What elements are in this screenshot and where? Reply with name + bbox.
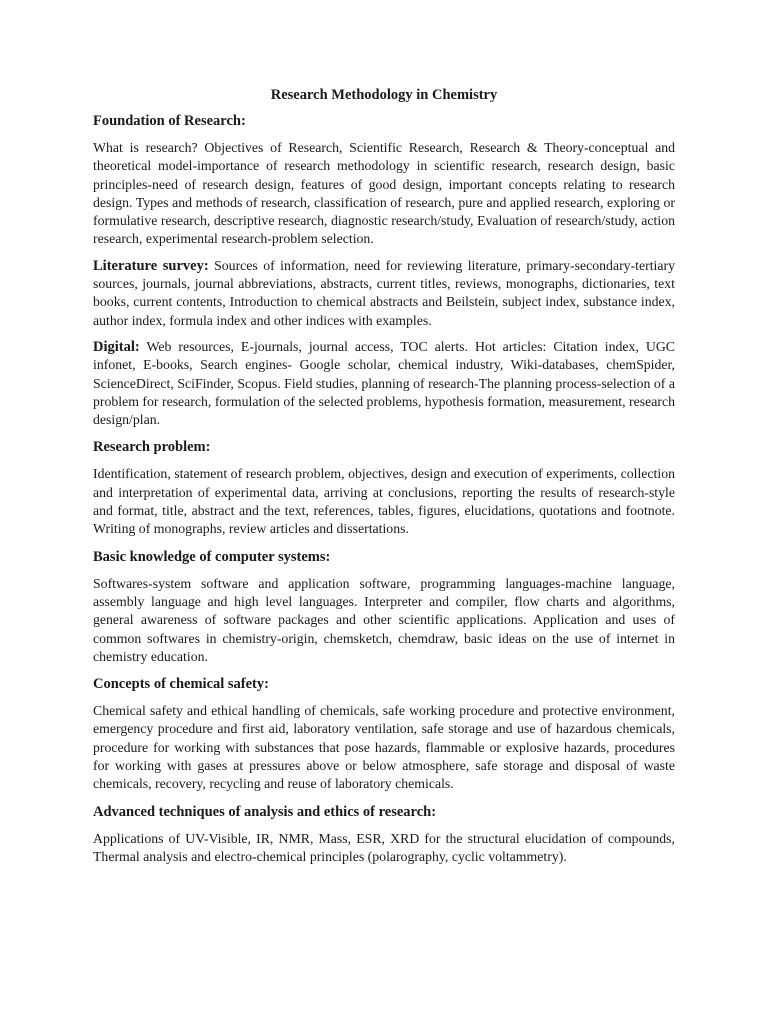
section-lead-literature: Literature survey: xyxy=(93,257,209,274)
section-heading-computer-systems: Basic knowledge of computer systems: xyxy=(93,548,331,565)
section-text-chemical-safety: Chemical safety and ethical handling of chemicals, safe working procedure and protective environment, emergency procedure and first aid, laboratory ventilation, safe storage and use of hazardous chemicals, procedure for working with substances that pose hazards, flammable or explosive hazards, procedures for working with gases at pressures above or below atmosphere, safe storage and disposal of waste chemicals, recovery, recycling and reuse of laboratory chemicals. xyxy=(93,703,675,792)
section-heading-advanced-techniques: Advanced techniques of analysis and ethics of research: xyxy=(93,803,437,820)
section-lead-digital: Digital: xyxy=(93,338,140,355)
section-heading-foundation: Foundation of Research: xyxy=(93,113,246,129)
section-text-computer-systems: Softwares-system software and application software, programming languages-machine language, assembly language and high level languages. Interpreter and compiler, flow charts and algorithms, general awareness of software packages and other scientific applications. Application and uses of common softwares in chemistry-origin, chemsketch, chemdraw, basic ideas on the use of internet in chemistry education. xyxy=(93,575,675,664)
section-text-foundation: What is research? Objectives of Research, Scientific Research, Research & Theory-conceptual and theoretical model-importance of research methodology in scientific research, research design, basic principles-need of research design, features of good design, important concepts relating to research design. Types and methods of research, classification of research, pure and applied research, exploring or formulative research, descriptive research, diagnostic research/study, Evaluation of research/study, action research, experimental research-problem selection. xyxy=(93,140,675,247)
section-literature-survey xyxy=(93,257,675,330)
section-heading-research-problem: Research problem: xyxy=(93,439,211,456)
section-digital xyxy=(93,338,675,429)
section-heading-chemical-safety: Concepts of chemical safety: xyxy=(93,676,269,693)
section-text-research-problem: Identification, statement of research problem, objectives, design and execution of experiments, collection and interpretation of experimental data, arriving at conclusions, reporting the results of research-style and format, title, abstract and the text, references, tables, figures, elucidations, quotations and footnote. Writing of monographs, review articles and dissertations. xyxy=(93,466,675,537)
section-text-literature: Sources of information, need for reviewing literature, primary-secondary-tertiary sources, journals, journal abbreviations, abstracts, current titles, reviews, monographs, dictionaries, text books, current contents, Introduction to chemical abstracts and Beilstein, subject index, substance index, author index, formula index and other indices with examples. xyxy=(93,257,675,328)
section-text-digital: Web resources, E-journals, journal access, TOC alerts. Hot articles: Citation index, UGC infonet, E-books, Search engines- Google scholar, chemical industry, Wiki-databases, chemSpider, ScienceDirect, SciFinder, Scopus. Field studies, planning of research-The planning process-selection of a problem for research, formulation of the selected problems, hypothesis formation, measurement, research design/plan. xyxy=(93,338,675,428)
section-text-advanced-techniques: Applications of UV-Visible, IR, NMR, Mass, ESR, XRD for the structural elucidation of compounds, Thermal analysis and electro-chemical principles (polarography, cyclic voltammetry). xyxy=(93,830,675,864)
document-title: Research Methodology in Chemistry xyxy=(270,87,498,103)
